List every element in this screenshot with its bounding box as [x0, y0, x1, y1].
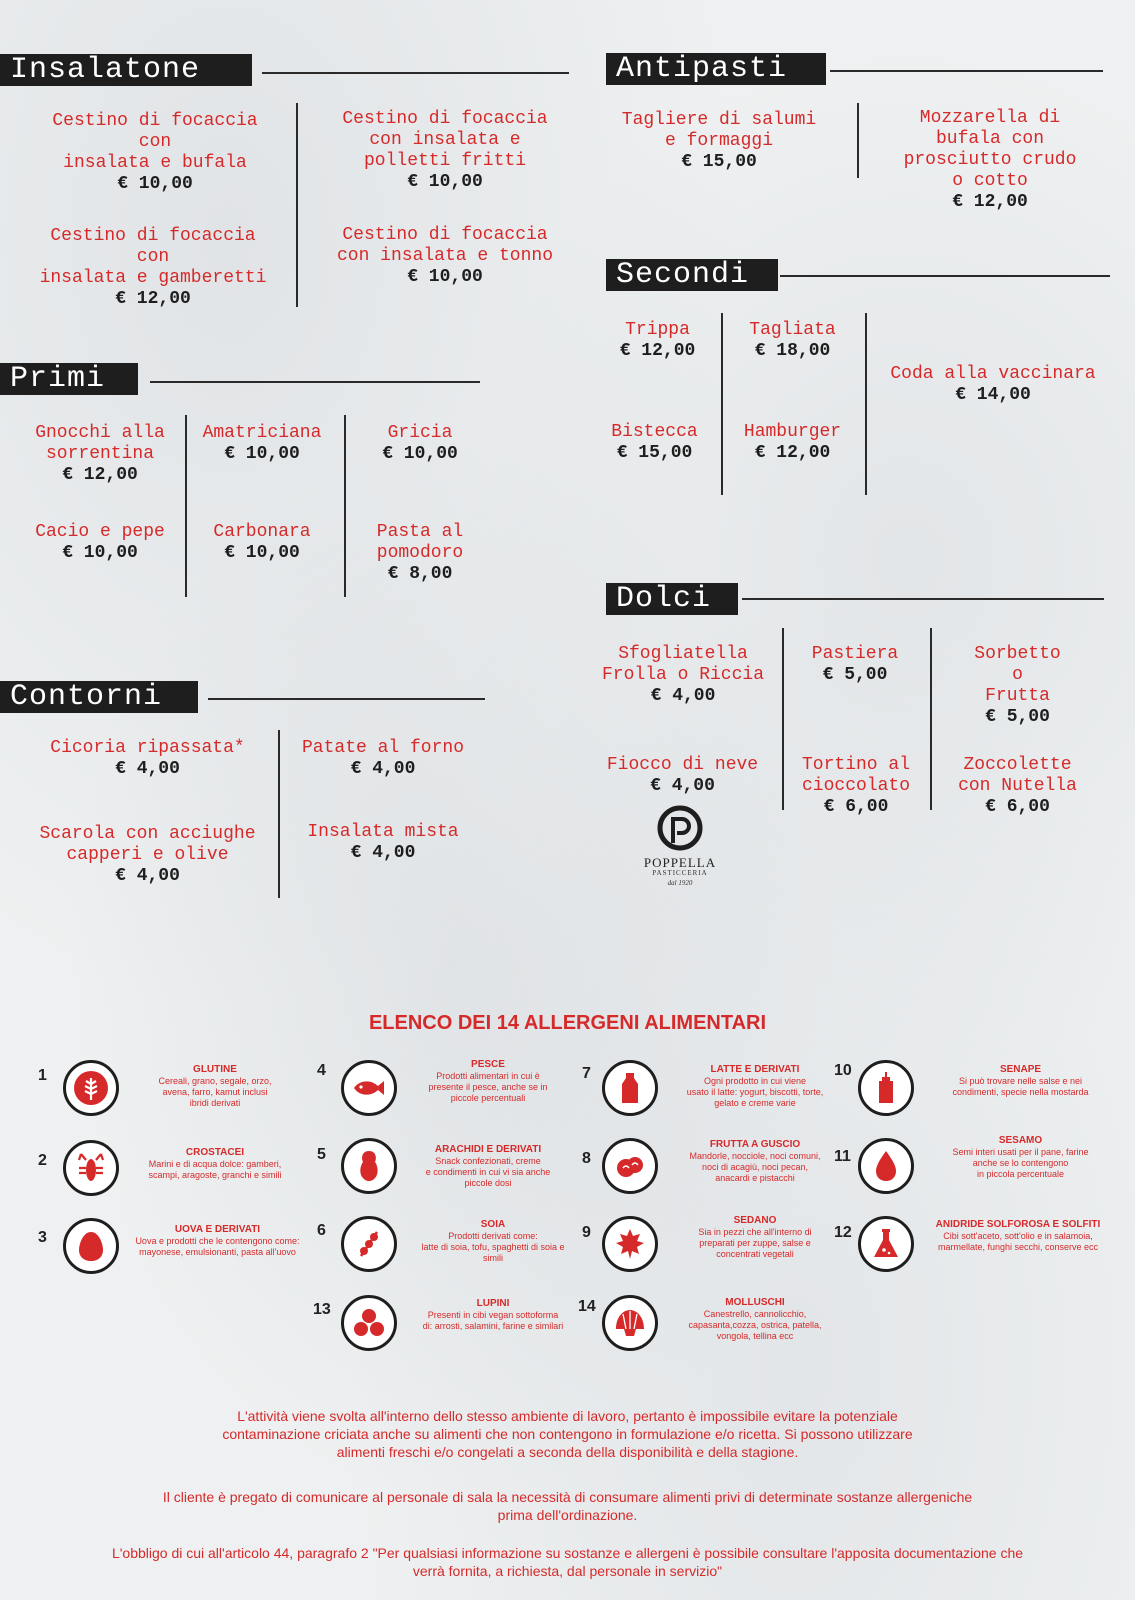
allergen-desc: Mandorle, nocciole, noci comuni, noci di acagiù, noci pecan, anacardi e pistacchi: [689, 1151, 821, 1183]
allergen-number: 12: [834, 1224, 852, 1241]
column-divider: [865, 313, 867, 495]
menu-item: [786, 755, 926, 818]
menu-item-name: Pastiera: [811, 644, 899, 664]
menu-item-price: € 10,00: [117, 174, 193, 194]
menu-item-name: Amatriciana: [202, 423, 322, 443]
allergen-number: 4: [317, 1062, 326, 1079]
menu-item-price: € 8,00: [387, 564, 453, 584]
menu-item: [595, 320, 720, 362]
menu-item: [20, 423, 180, 486]
allergen-title: SESAMO: [998, 1135, 1043, 1146]
celery-leaf-icon: [602, 1216, 658, 1272]
footer-paragraph: L'attività viene svolta all'interno dello stesso ambiente di lavoro, pertanto è impossibile evitare la potenziale contaminazione criciata anche su alimenti che non contengono in formulazione e/o ricetta. Si possono utilizzare alimenti freschi e/o congelati a seconda della disponibilità e della stagione.: [222, 1408, 913, 1460]
column-divider: [278, 730, 280, 898]
column-divider: [344, 415, 346, 597]
section-title-dolci: Dolci: [606, 583, 738, 615]
allergen-text: [130, 1064, 300, 1109]
allergen-text: [670, 1139, 840, 1184]
allergen-title: SENAPE: [999, 1064, 1042, 1075]
allergen-title: CROSTACEI: [185, 1147, 245, 1158]
allergen-title: SEDANO: [733, 1215, 777, 1226]
menu-item-name: Gricia: [387, 423, 453, 443]
wheat-icon: [63, 1060, 119, 1116]
menu-item: [940, 755, 1095, 818]
allergen-number: 6: [317, 1222, 326, 1239]
menu-item: [20, 522, 180, 564]
allergen-desc: Presenti in cibi vegan sottoforma di: arrosti, salamini, farine e similari: [422, 1310, 564, 1331]
allergen-number: 5: [317, 1146, 326, 1163]
allergen-desc: Prodotti alimentari in cui è presente il pesce, anche se in piccole percentuali: [428, 1071, 548, 1103]
egg-icon: [63, 1218, 119, 1274]
section-title-primi: Primi: [0, 363, 138, 395]
menu-item-price: € 14,00: [955, 385, 1031, 405]
menu-item-name: Tagliere di salumi e formaggi: [621, 110, 817, 151]
menu-item: [20, 738, 275, 780]
allergen-number: 11: [834, 1148, 851, 1165]
menu-item-price: € 12,00: [952, 192, 1028, 212]
allergen-desc: Uova e prodotti che le contengono come: mayonese, emulsionanti, pasta all'uovo: [135, 1236, 300, 1257]
menu-item-price: € 6,00: [985, 797, 1050, 817]
menu-item-name: Pasta al pomodoro: [376, 522, 464, 563]
section-rule: [780, 275, 1110, 277]
menu-item-name: Gnocchi alla sorrentina: [35, 423, 165, 464]
allergen-title: PESCE: [471, 1059, 505, 1070]
menu-item-name: Tortino al cioccolato: [801, 755, 911, 796]
menu-item: [730, 422, 855, 464]
allergen-number: 14: [578, 1298, 596, 1315]
lupin-icon: [341, 1295, 397, 1351]
menu-item-price: € 4,00: [115, 759, 180, 779]
menu-item-price: € 4,00: [350, 843, 416, 863]
menu-item-name: Bistecca: [611, 422, 698, 442]
menu-item-name: Cestino di focaccia con insalata e tonno: [336, 225, 554, 266]
allergen-number: 13: [313, 1301, 331, 1318]
menu-item: [592, 422, 717, 464]
menu-item-price: € 10,00: [407, 267, 483, 287]
menu-item: [283, 738, 483, 780]
menu-item-price: € 12,00: [62, 465, 138, 485]
allergen-title: GLUTINE: [193, 1064, 237, 1075]
menu-item-name: Zoccolette con Nutella: [958, 755, 1077, 796]
menu-item: [590, 755, 775, 797]
menu-item: [868, 364, 1118, 406]
menu-item-price: € 4,00: [350, 759, 416, 779]
allergen-text: [928, 1135, 1113, 1180]
menu-item: [310, 109, 580, 193]
allergen-text: [918, 1219, 1118, 1253]
menu-item-name: Insalata mista: [307, 822, 459, 842]
menu-item-name: Cestino di focaccia con insalata e bufala: [52, 111, 258, 173]
menu-item-price: € 10,00: [382, 444, 458, 464]
allergen-title: LATTE E DERIVATI: [710, 1064, 800, 1075]
column-divider: [782, 628, 784, 810]
menu-item-price: € 12,00: [619, 341, 696, 361]
menu-item-name: Scarola con acciughe capperi e olive: [39, 824, 256, 865]
menu-item-price: € 15,00: [616, 443, 693, 463]
menu-item-price: € 18,00: [754, 341, 831, 361]
footer-paragraph: Il cliente è pregato di comunicare al personale di sala la necessità di consumare alimenti privi di determinate sostanze allergeniche prima dell'ordinazione.: [162, 1489, 973, 1523]
menu-item-name: Cestino di focaccia con insalata e gamberetti: [39, 226, 267, 288]
allergen-desc: Sia in pezzi che all'interno di preparati per zuppe, salse e concentrati vegetali: [698, 1227, 812, 1259]
allergen-number: 1: [38, 1067, 47, 1084]
menu-item: [790, 644, 920, 686]
menu-item: [604, 110, 834, 173]
menu-item-price: € 5,00: [985, 707, 1050, 727]
menu-item-name: Coda alla vaccinara: [890, 364, 1096, 384]
allergen-title: FRUTTA A GUSCIO: [709, 1139, 801, 1150]
menu-item-price: € 15,00: [681, 152, 757, 172]
allergen-title: SOIA: [480, 1219, 506, 1230]
allergen-desc: Semi interi usati per il pane, farine anche se lo contengono in piccola percentuale: [952, 1147, 1089, 1179]
menu-item: [588, 644, 778, 707]
milk-bottle-icon: [602, 1060, 658, 1116]
menu-item: [730, 320, 855, 362]
section-rule: [208, 698, 485, 700]
allergen-text: [125, 1224, 310, 1258]
menu-item-name: Sfogliatella Frolla o Riccia: [601, 644, 765, 685]
poppella-logo: [640, 805, 720, 888]
shell-icon: [602, 1295, 658, 1351]
allergen-title: LUPINI: [476, 1298, 510, 1309]
menu-item-price: € 10,00: [62, 543, 138, 563]
allergen-number: 10: [834, 1062, 852, 1079]
mustard-bottle-icon: [858, 1060, 914, 1116]
menu-item-name: Sorbetto o Frutta: [974, 644, 1061, 706]
allergen-desc: Canestrello, cannolicchio, capasanta,cozza, ostrica, patella, vongola, tellina ecc: [688, 1309, 822, 1341]
section-title-insalatone: Insalatone: [0, 54, 252, 86]
allergen-text: [403, 1219, 583, 1264]
allergen-text: [403, 1144, 573, 1189]
section-title-antipasti: Antipasti: [606, 53, 826, 85]
section-rule: [830, 70, 1103, 72]
fish-icon: [341, 1060, 397, 1116]
column-divider: [857, 103, 859, 178]
menu-item-price: € 4,00: [115, 866, 180, 886]
allergen-title: ARACHIDI E DERIVATI: [434, 1144, 542, 1155]
menu-item-price: € 10,00: [224, 543, 300, 563]
section-rule: [742, 598, 1104, 600]
section-rule: [262, 72, 569, 74]
allergen-title: UOVA E DERIVATI: [174, 1224, 261, 1235]
flask-icon: [858, 1216, 914, 1272]
nut-icon: [602, 1138, 658, 1194]
menu-item-name: Trippa: [625, 320, 690, 340]
allergen-desc: Marini e di acqua dolce: gamberi, scampi, aragoste, granchi e simili: [148, 1159, 282, 1180]
logo-since: dal 1920: [667, 879, 693, 887]
poppella-mark-icon: [657, 805, 703, 851]
allergen-text: [403, 1298, 583, 1332]
section-title-contorni: Contorni: [0, 681, 198, 713]
menu-item-price: € 6,00: [823, 797, 889, 817]
column-divider: [721, 313, 723, 495]
footer-paragraph: L'obbligo di cui all'articolo 44, paragrafo 2 "Per qualsiasi informazione su sostanze e allergeni è possibile consultare l'apposita documentazione che verrà fornita, a richiesta, dal personale in servizio": [111, 1545, 1024, 1579]
menu-item: [350, 522, 490, 585]
column-divider: [185, 415, 187, 597]
menu-item-name: Cestino di focaccia con insalata e polletti fritti: [342, 109, 548, 171]
menu-item-price: € 5,00: [822, 665, 888, 685]
allergen-number: 3: [38, 1229, 47, 1246]
menu-item-price: € 4,00: [650, 686, 716, 706]
logo-subtitle: PASTICCERIA: [652, 869, 708, 877]
menu-item-price: € 12,00: [115, 289, 191, 309]
menu-item: [20, 111, 290, 195]
allergen-number: 2: [38, 1152, 47, 1169]
allergen-text: [403, 1059, 573, 1104]
logo-brand: POPPELLA: [643, 855, 717, 870]
allergen-desc: Si può trovare nelle salse e nei condimenti, specie nella mostarda: [952, 1076, 1089, 1097]
menu-item-name: Cicoria ripassata*: [50, 738, 245, 758]
allergen-title: ANIDRIDE SOLFOROSA E SOLFITI: [935, 1219, 1101, 1230]
allergen-text: [670, 1064, 840, 1109]
allergen-text: [130, 1147, 300, 1181]
allergen-desc: Cereali, grano, segale, orzo, avena, farro, kamut inclusi ibridi derivati: [158, 1076, 272, 1108]
allergen-desc: Snack confezionati, creme e condimenti in cui vi sia anche piccole dosi: [425, 1156, 551, 1188]
column-divider: [930, 628, 932, 810]
menu-item: [283, 822, 483, 864]
allergen-text: [928, 1064, 1113, 1098]
menu-item: [350, 423, 490, 465]
menu-item: [310, 225, 580, 288]
menu-item-name: Hamburger: [743, 422, 842, 442]
allergen-text: [670, 1297, 840, 1342]
soy-icon: [341, 1216, 397, 1272]
allergen-title: MOLLUSCHI: [725, 1297, 785, 1308]
menu-item-name: Mozzarella di bufala con prosciutto crudo o cotto: [903, 108, 1077, 191]
menu-item-name: Cacio e pepe: [35, 522, 165, 542]
sesame-icon: [858, 1138, 914, 1194]
menu-item-price: € 4,00: [650, 776, 715, 796]
allergen-number: 7: [582, 1065, 591, 1082]
menu-item-price: € 10,00: [224, 444, 300, 464]
menu-item-name: Fiocco di neve: [606, 755, 759, 775]
menu-item-name: Tagliata: [749, 320, 836, 340]
menu-item: [940, 644, 1095, 728]
allergen-desc: Prodotti derivati come: latte di soia, tofu, spaghetti di soia e simili: [421, 1231, 565, 1263]
allergen-desc: Ogni prodotto in cui viene usato il latte: yogurt, biscotti, torte, gelato e creme varie: [686, 1076, 824, 1108]
menu-item: [192, 522, 332, 564]
section-title-secondi: Secondi: [606, 259, 778, 291]
menu-item: [192, 423, 332, 465]
allergen-number: 8: [582, 1150, 591, 1167]
allergen-text: [670, 1215, 840, 1260]
menu-item-price: € 10,00: [407, 172, 483, 192]
menu-item-price: € 12,00: [754, 443, 831, 463]
lobster-icon: [63, 1140, 119, 1196]
peanut-icon: [341, 1138, 397, 1194]
allergen-number: 9: [582, 1224, 591, 1241]
menu-item-name: Carbonara: [213, 522, 311, 542]
allergen-list-title: ELENCO DEI 14 ALLERGENI ALIMENTARI: [368, 1012, 767, 1034]
section-rule: [150, 381, 480, 383]
menu-item: [875, 108, 1105, 213]
menu-item: [20, 824, 275, 887]
column-divider: [296, 103, 298, 307]
allergen-desc: Cibi sott'aceto, sott'olio e in salamoia, marmellate, funghi secchi, conserve ecc: [937, 1231, 1099, 1252]
menu-item-name: Patate al forno: [301, 738, 465, 758]
menu-item: [18, 226, 288, 310]
